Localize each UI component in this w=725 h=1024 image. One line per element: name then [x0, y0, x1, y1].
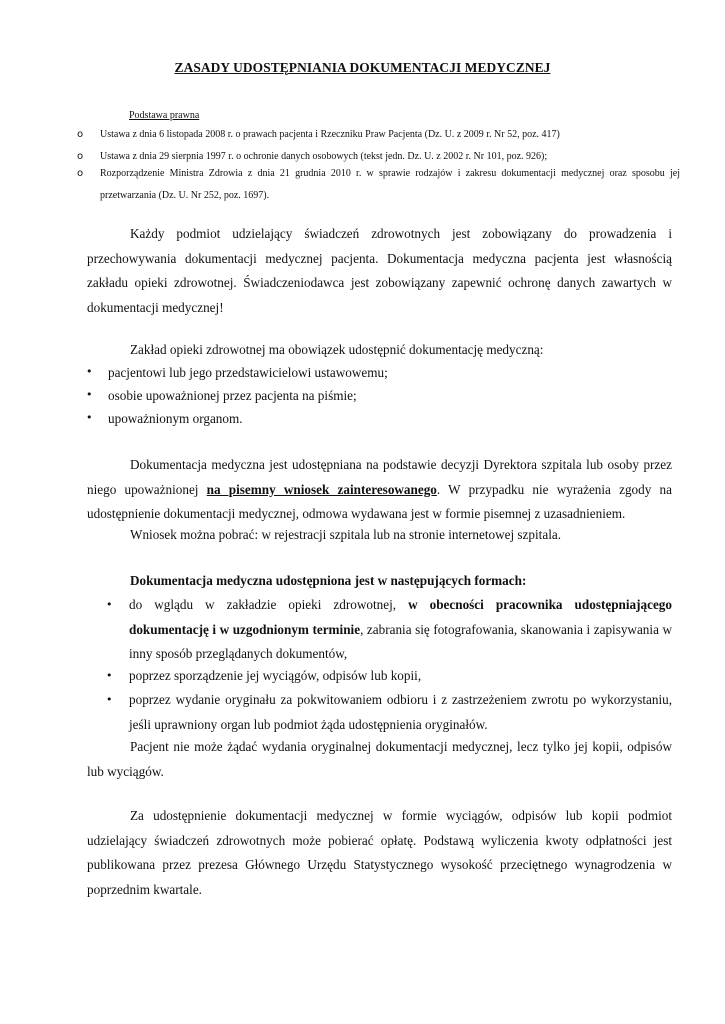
decision-paragraph [87, 453, 672, 527]
list-item-text: pacjentowi lub jego przedstawicielowi ustawowemu; [108, 365, 388, 380]
list-item [86, 411, 243, 427]
list-item-text: do wglądu w zakładzie opieki zdrowotnej, [129, 597, 409, 612]
circle-bullet-icon: o [77, 151, 84, 162]
list-item [106, 664, 672, 689]
legal-basis-text: Ustawa z dnia 6 listopada 2008 r. o prawach pacjenta i Rzeczniku Praw Pacjenta (Dz. U. z 2009 r. Nr 52, poz. 417) [100, 129, 560, 140]
legal-basis-item [77, 163, 680, 207]
legal-basis-text: Ustawa z dnia 29 sierpnia 1997 r. o ochronie danych osobowych (tekst jedn. Dz. U. z 2002 r. Nr 101, poz. 926); [100, 151, 548, 162]
legal-basis-item [77, 124, 680, 146]
list-item [106, 593, 672, 667]
list-item-text: poprzez wydanie oryginału za pokwitowaniem odbioru i z zastrzeżeniem zwrotu po wykorzystaniu, jeśli uprawniony organ lub podmiot żąda udostępnienia oryginałów. [129, 692, 672, 732]
intro-paragraph: Każdy podmiot udzielający świadczeń zdrowotnych jest zobowiązany do prowadzenia i przechowywania dokumentacji medycznej pacjenta. Dokumentacja medyczna pacjenta jest własnością zakładu opieki zdrowotnej. Świadczeniodawca jest zobowiązany zapewnić ochronę danych zawartych w dokumentacji medycznej! [87, 226, 672, 315]
list-item-emphasis: w obecności pracownika udostępniającego dokumentację i w uzgodnionym terminie [129, 597, 672, 637]
decision-emphasis: na pisemny wniosek zainteresowanego [206, 481, 437, 497]
decision-text: . W przypadku nie wyrażenia zgody na udostępnienie dokumentacji medycznej, odmowa wydawana jest w formie pisemnej z uzasadnieniem. [87, 481, 672, 521]
forms-note: Pacjent nie może żądać wydania oryginalnej dokumentacji medycznej, lecz tylko jej kopii, odpisów lub wyciągów. [87, 739, 672, 779]
bullet-icon: • [106, 693, 113, 706]
circle-bullet-icon: o [77, 168, 84, 179]
download-note: Wniosek można pobrać: w rejestracji szpitala lub na stronie internetowej szpitala. [130, 527, 562, 542]
obligation-lead: Zakład opieki zdrowotnej ma obowiązek udostępnić dokumentację medyczną: [130, 342, 544, 357]
fee-paragraph: Za udostępnienie dokumentacji medycznej w formie wyciągów, odpisów lub kopii podmiot udzielający świadczeń zdrowotnych może pobierać opłatę. Podstawą wyliczenia kwoty odpłatności jest publikowana przez prezesa Głównego Urzędu Statystycznego wysokość przeciętnego wynagrodzenia w poprzednim kwartale. [87, 808, 672, 897]
list-item-text: , zabrania się fotografowania, skanowania i zapisywania w inny sposób przeglądanych dokumentów, [129, 621, 672, 661]
bullet-icon: • [106, 598, 113, 611]
forms-heading: Dokumentacja medyczna udostępniona jest w następujących formach: [130, 573, 527, 588]
list-item-text: upoważnionym organom. [108, 411, 243, 426]
bullet-icon: • [86, 411, 93, 424]
list-item [86, 388, 357, 404]
legal-basis-text: Rozporządzenie Ministra Zdrowia z dnia 21 grudnia 2010 r. w sprawie rodzajów i zakresu dokumentacji medycznej oraz sposobu jej przetwarzania (Dz. U. Nr 252, poz. 1697). [100, 168, 680, 201]
page-title: ZASADY UDOSTĘPNIANIA DOKUMENTACJI MEDYCZNEJ [174, 60, 551, 75]
legal-basis-heading: Podstawa prawna [129, 110, 200, 121]
list-item-text: poprzez sporządzenie jej wyciągów, odpisów lub kopii, [129, 668, 422, 683]
circle-bullet-icon: o [77, 129, 84, 140]
bullet-icon: • [86, 388, 93, 401]
bullet-icon: • [106, 669, 113, 682]
bullet-icon: • [86, 365, 93, 378]
list-item [86, 365, 388, 381]
list-item-text: osobie upoważnionej przez pacjenta na piśmie; [108, 388, 357, 403]
decision-text: Dokumentacja medyczna jest udostępniana na podstawie decyzji Dyrektora szpitala lub osoby przez niego upoważnionej [87, 457, 672, 497]
list-item [106, 688, 672, 737]
